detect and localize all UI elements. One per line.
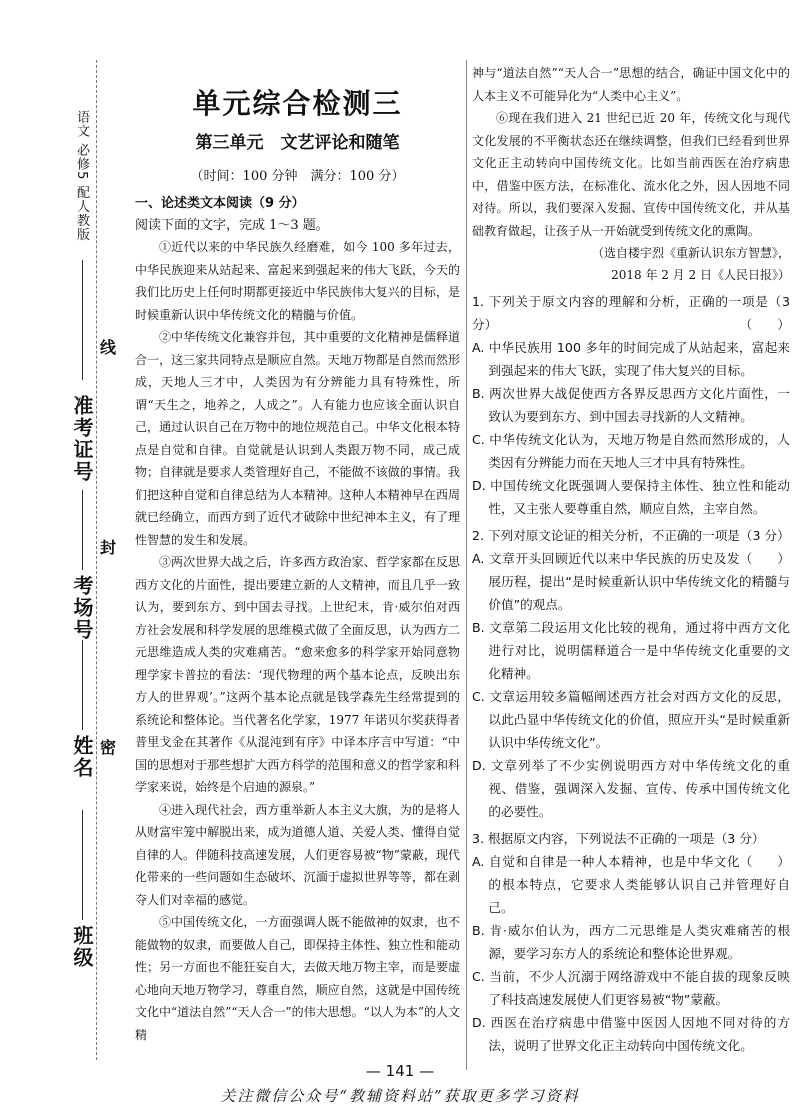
option-3d[interactable]: D. 西医在治疗病患中借鉴中医因人因地不同对待的方法，说明了世界文化正主动转向中国传统文化。	[472, 1015, 790, 1053]
option-2b[interactable]: B. 文章第二段运用文化比较的视角，通过将中西方文化进行对比，说明儒释道合一是中华传统文化重要的文化精神。	[472, 620, 790, 681]
margin-label-exam-id: 准考证号	[70, 395, 94, 483]
room-fill-line[interactable]	[82, 490, 83, 570]
source-line-1: （选自楼宇烈《重新认识东方智慧》，	[591, 246, 790, 260]
page-number: — 141 —	[365, 1062, 435, 1080]
option-1c[interactable]: C. 中华传统文化认为，天地万物是自然而然形成的，人类因有分辨能力而在天地人三才中具有特殊性。	[472, 432, 790, 470]
right-column	[472, 62, 790, 1057]
question-3-stem: 3. 根据原文内容，下列说法不正确的一项是（3 分）	[472, 831, 765, 846]
option-2d[interactable]: D. 文章列举了不少实例说明西方对中华传统文化的重视、借鉴，强调深入发掘、宣传、传承中国传统文化的必要性。	[472, 758, 790, 819]
question-1-stem: 1. 下列关于原文内容的理解和分析，正确的一项是（3 分）	[472, 294, 790, 332]
unit-subtitle: 第三单元 文艺评论和随笔	[195, 133, 400, 153]
article-paragraph-6: ⑥现在我们进入 21 世纪已近 20 年，传统文化与现代文化发展的不平衡状态还在继续调整，但我们已经看到世界文化正主动转向中国传统文化。比如当前西医在治疗病患中，借鉴中医方法，在标准化、流水化之外，因人因地不同对待。所以，我们要深入发掘、宣传中国传统文化，并从基础教育做起，让孩子从一开始就受到传统文化的熏陶。	[472, 111, 790, 238]
class-fill-line[interactable]	[82, 810, 83, 920]
article-paragraph-4: ④进入现代社会，西方重举新人本主义大旗，为的是将人从财富牢笼中解脱出来，成为道德人道、关爱人类、懂得自觉自律的人。伴随科技高速发展，人们更容易被“物”蒙蔽，现代化带来的一些问题如生态破坏、沉湎于虚拟世界等等，都在剥夺人们对幸福的感觉。	[135, 802, 460, 907]
section-heading: 一、论述类文本阅读（9 分）	[135, 196, 305, 211]
option-2a[interactable]: A. 文章开头回顾近代以来中华民族的历史及发展历程，提出“是时候重新认识中华传统文化的精髓与价值”的观点。	[472, 551, 790, 612]
article-paragraph-1: ①近代以来的中华民族久经磨难，如今 100 多年过去，中华民族迎来从站起来、富起来到强起来的伟大飞跃，今天的我们比历史上任何时期都更接近中华民族伟大复兴的目标，是时候重新认识中华传统文化的精髓与价值。	[135, 240, 460, 322]
source-line-2: 2018 年 2 月 2 日《人民日报》）	[611, 268, 790, 282]
margin-char-line: 线	[100, 338, 117, 357]
answer-blank-3[interactable]: （ ）	[739, 854, 790, 869]
margin-label-room: 考场号	[70, 575, 94, 641]
margin-label-name: 姓名	[70, 735, 94, 779]
option-1d[interactable]: D. 中国传统文化既强调人要保持主体性、独立性和能动性，又主张人要尊重自然，顺应自然，主宰自然。	[472, 478, 790, 516]
answer-blank-2[interactable]: （ ）	[739, 551, 790, 566]
question-2-stem: 2. 下列对原文论证的相关分析，不正确的一项是（3 分）	[472, 528, 790, 543]
article-paragraph-2: ②中华传统文化兼容并包，其中重要的文化精神是儒释道合一，这三家共同特点是顺应自然。天地万物都是自然而然形成，天地人三才中，人类因为有分辨能力具有特殊性，所谓“天生之，地养之，人成之”。人有能力也应该全面认识自己，通过认识自己在万物中的地位规范自己。中华文化根本特点是自觉和自律。自觉就是认识到人类跟万物不同，成己成物；自律就是要求人类管理好自己，不能做不该做的事情。我们把这种自觉和自律总结为人本精神。这种人本精神早在西周就已经确立，而西方到了近代才破除中世纪神本主义，有了理性智慧的发生和发展。	[135, 330, 460, 547]
question-1	[472, 290, 790, 520]
article-paragraph-3: ③两次世界大战之后，许多西方政治家、哲学家都在反思西方文化的片面性，提出要建立新的人文精神，而且几乎一致认为，要到东方、到中国去寻找。上世纪末，肯·威尔伯对西方社会发展和科学发展的思维模式做了全面反思，认为西方二元思维造成人类的灾难痛苦。“愈来愈多的科学家开始同意物理学家卡普拉的看法：‘现代物理的两个基本论点，反映出东方人的世界观’。”这两个基本论点就是钱学森先生经常提到的系统论和整体论。当代著名化学家，1977 年诺贝尔奖获得者普里戈金在其著作《从混沌到有序》中译本序言中写道：“中国的思想对于那些想扩大西方科学的范围和意义的哲学家和科学家来说，始终是个启迪的源泉。”	[135, 555, 460, 794]
exam-id-fill-line[interactable]	[82, 260, 83, 380]
left-column	[135, 68, 460, 1046]
margin-char-secret: 密	[100, 738, 117, 757]
article-paragraph-5: ⑤中国传统文化，一方面强调人既不能做神的奴隶，也不能做物的奴隶，而要做人自己，即保持主体性、独立性和能动性；另一方面也不能狂妄自大，去做天地万物主宰，而是要虚心地向天地万物学习，尊重自然，顺应自然，这就是中国传统文化中“道法自然”“天人合一”的伟大思想。“以人为本”的人文精	[135, 915, 460, 1042]
time-score-line: （时间：100 分钟 满分：100 分）	[190, 169, 405, 184]
reading-intro: 阅读下面的文字，完成 1～3 题。	[135, 218, 329, 233]
option-3c[interactable]: C. 当前，不少人沉溺于网络游戏中不能自拔的现象反映了科技高速发展使人们更容易被“物”蒙蔽。	[472, 969, 790, 1007]
answer-blank-1[interactable]: （ ）	[739, 317, 790, 332]
name-fill-line[interactable]	[82, 640, 83, 730]
option-1a[interactable]: A. 中华民族用 100 多年的时间完成了从站起来，富起来到强起来的伟大飞跃，实现了伟大复兴的目标。	[472, 340, 790, 378]
binding-dashed-line	[96, 60, 97, 1060]
footer-note: 关注微信公众号“教辅资料站”获取更多学习资料	[220, 1087, 580, 1105]
article-continuation: 神与“道法自然”“天人合一”思想的结合，确证中国文化中的人本主义不可能异化为“人类中心主义”。	[472, 66, 790, 103]
option-3a[interactable]: A. 自觉和自律是一种人本精神，也是中华文化的根本特点，它要求人类能够认识自己并管理好自己。	[472, 854, 790, 915]
question-3	[472, 827, 790, 1057]
margin-char-seal: 封	[100, 538, 117, 557]
option-3b[interactable]: B. 肯·威尔伯认为，西方二元思维是人类灾难痛苦的根源，要学习东方人的系统论和整体论世界观。	[472, 923, 790, 961]
option-1b[interactable]: B. 两次世界大战促使西方各界反思西方文化片面性，一致认为要到东方、到中国去寻找新的人文精神。	[472, 386, 790, 424]
margin-label-class: 班级	[70, 925, 94, 969]
question-2	[472, 524, 790, 823]
side-info: 语文 必修5 配人教版	[74, 110, 89, 242]
option-2c[interactable]: C. 文章运用较多篇幅阐述西方社会对西方文化的反思，以此凸显中华传统文化的价值，照应开头“是时候重新认识中华传统文化”。	[472, 689, 790, 750]
page-title: 单元综合检测三	[192, 87, 403, 120]
column-divider	[466, 60, 467, 1070]
